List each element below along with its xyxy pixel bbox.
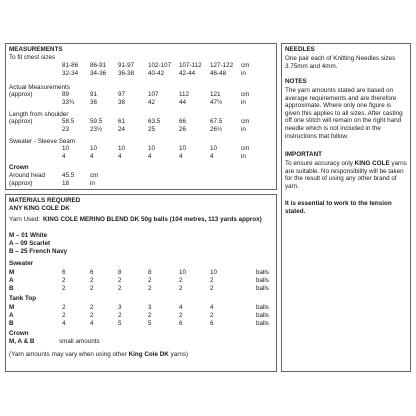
colour-m: M – 01 White: [9, 232, 48, 239]
chest-cm-value: 86-91: [90, 62, 107, 69]
actual-measurements-label: Actual Measurements: [9, 84, 70, 91]
sweater-value: 2: [210, 277, 214, 284]
chest-cm-value: 102-107: [148, 62, 172, 69]
sleeve-in-unit: in: [241, 153, 246, 160]
length-cm-unit: cm: [241, 118, 250, 125]
sweater-value: 2: [118, 285, 122, 292]
tension-note: It is essential to work to the tension stated.: [285, 200, 392, 215]
length-cm-value: 58.5: [62, 118, 75, 125]
chest-in-value: 42-44: [179, 70, 196, 77]
tank-top-value: 2: [62, 304, 66, 311]
sweater-unit: balls: [256, 277, 269, 284]
tank-top-value: 4: [179, 304, 183, 311]
crown-in-value: 18: [62, 180, 70, 187]
actual-in-value: 36: [90, 99, 98, 106]
tank-top-value: 2: [90, 312, 94, 319]
sleeve-cm-unit: cm: [241, 145, 250, 152]
yarn-footnote-after: yarns): [168, 351, 189, 358]
chest-cm-unit: cm: [241, 62, 250, 69]
sleeve-cm-value: 10: [90, 145, 98, 152]
measurements-heading: MEASUREMENTS: [9, 46, 63, 53]
chest-cm-value: 91-97: [118, 62, 135, 69]
crown-in-unit: in: [90, 180, 95, 187]
tank-top-row-label: B: [9, 320, 14, 327]
actual-cm-value: 107: [148, 91, 159, 98]
sweater-row-label: M: [9, 269, 15, 276]
actual-in-value: 42: [148, 99, 156, 106]
important-heading: IMPORTANT: [285, 151, 322, 158]
chest-in-value: 36-38: [118, 70, 135, 77]
chest-in-value: 46-48: [210, 70, 227, 77]
tank-top-unit: balls: [256, 304, 269, 311]
length-in-unit: in: [241, 126, 246, 133]
sweater-value: 8: [148, 269, 152, 276]
actual-cm-label: (approx): [9, 91, 33, 98]
sleeve-cm-value: 10: [62, 145, 70, 152]
needles-text: One pair each of Knitting Needles sizes 3.75mm and 4mm.: [285, 55, 396, 70]
tank-top-value: 2: [148, 312, 152, 319]
important-text-before: To ensure accuracy only: [285, 160, 355, 167]
colour-a: A – 09 Scarlet: [9, 240, 51, 247]
sweater-value: 8: [118, 269, 122, 276]
actual-cm-unit: cm: [241, 91, 250, 98]
yarn-used-text: KING COLE MERINO BLEND DK 50g balls (104 metres, 113 yards approx): [43, 216, 262, 223]
actual-cm-value: 121: [210, 91, 221, 98]
yarn-footnote-brand: King Cole DK: [128, 351, 169, 358]
crown-yarn-label: M, A & B: [9, 338, 35, 345]
tank-top-value: 2: [90, 304, 94, 311]
needles-heading: NEEDLES: [285, 46, 315, 53]
chest-cm-value: 81-86: [62, 62, 79, 69]
chest-in-value: 32-34: [62, 70, 79, 77]
tank-top-value: 2: [118, 312, 122, 319]
chest-in-value: 34-36: [90, 70, 107, 77]
actual-cm-value: 91: [90, 91, 98, 98]
sweater-value: 6: [90, 269, 94, 276]
tank-top-value: 2: [62, 312, 66, 319]
chest-in-unit: in: [241, 70, 246, 77]
important-brand: KING COLE: [354, 160, 390, 167]
tank-top-value: 2: [210, 312, 214, 319]
actual-in-value: 38: [118, 99, 126, 106]
colour-b: B – 25 French Navy: [9, 248, 68, 255]
crown-approx-label: (approx): [9, 180, 33, 187]
sweater-value: 2: [179, 277, 183, 284]
sleeve-in-value: 4: [118, 153, 122, 160]
chest-cm-value: 127-122: [210, 62, 234, 69]
length-in-value: 23½: [90, 126, 103, 133]
length-in-value: 25: [148, 126, 156, 133]
tank-top-row-label: A: [9, 312, 14, 319]
crown-head-label: Around head: [9, 172, 46, 179]
actual-cm-value: 112: [179, 91, 190, 98]
sleeve-in-value: 4: [62, 153, 66, 160]
important-text: [285, 160, 407, 190]
sweater-unit: balls: [256, 269, 269, 276]
length-cm-value: 63.5: [148, 118, 161, 125]
chest-cm-value: 107-112: [179, 62, 202, 69]
crown-cm-unit: cm: [90, 172, 99, 179]
sweater-value: 2: [90, 285, 94, 292]
sweater-row-label: B: [9, 285, 14, 292]
tank-top-value: 6: [179, 320, 183, 327]
tank-top-value: 5: [148, 320, 152, 327]
sleeve-in-value: 4: [179, 153, 183, 160]
length-cm-value: 61: [118, 118, 126, 125]
length-in-value: 26: [179, 126, 187, 133]
notes-heading: NOTES: [285, 78, 307, 85]
tank-top-value: 4: [90, 320, 94, 327]
notes-text: The yarn amounts stated are based on average requirements and are therefore approximate. Where only one figure is given this applies to all sizes. After casting off one stitch will remain on the right hand needle which is not included in the instructions that follow.: [285, 87, 403, 140]
actual-in-value: 47½: [210, 99, 223, 106]
tank-top-unit: balls: [256, 312, 269, 319]
sleeve-in-value: 4: [90, 153, 94, 160]
tank-top-unit: balls: [256, 320, 269, 327]
tank-top-heading: Tank Top: [9, 295, 37, 302]
actual-in-unit: in: [241, 99, 246, 106]
crown-yarn-heading: Crown: [9, 330, 29, 337]
actual-cm-value: 89: [62, 91, 70, 98]
actual-cm-value: 97: [118, 91, 126, 98]
sweater-value: 10: [210, 269, 218, 276]
sweater-heading: Sweater: [9, 260, 34, 267]
sweater-value: 2: [179, 285, 183, 292]
sweater-value: 2: [62, 285, 66, 292]
tank-top-value: 3: [118, 304, 122, 311]
sweater-value: 2: [118, 277, 122, 284]
chest-size-label: To fit chest sizes: [9, 54, 56, 61]
tank-top-value: 6: [210, 320, 214, 327]
yarn-used-label: Yarn Used:: [9, 216, 41, 223]
crown-heading: Crown: [9, 164, 29, 171]
tank-top-value: 4: [210, 304, 214, 311]
length-in-value: 23: [62, 126, 70, 133]
sweater-value: 6: [62, 269, 66, 276]
materials-heading: MATERIALS REQUIRED: [9, 197, 81, 204]
sleeve-seam-label: Sweater - Sleeve Seam: [9, 138, 76, 145]
sleeve-cm-value: 10: [210, 145, 218, 152]
length-label: Length from shoulder: [9, 111, 69, 118]
length-cm-label: (approx): [9, 118, 33, 125]
sleeve-in-value: 4: [210, 153, 214, 160]
length-in-value: 26½: [210, 126, 223, 133]
important-text-after: yarns are suitable. No responsibility will be taken for the result of using any other brand of yarn.: [285, 160, 407, 190]
chest-in-value: 40-42: [148, 70, 165, 77]
length-cm-value: 66: [179, 118, 187, 125]
length-cm-value: 59.5: [90, 118, 103, 125]
sweater-value: 2: [62, 277, 66, 284]
sleeve-cm-value: 10: [148, 145, 156, 152]
tank-top-value: 4: [62, 320, 66, 327]
sweater-value: 2: [90, 277, 94, 284]
sleeve-cm-value: 10: [179, 145, 187, 152]
sweater-unit: balls: [256, 285, 269, 292]
crown-yarn-amount: small amounts: [59, 338, 100, 345]
tank-top-value: 2: [179, 312, 183, 319]
sweater-value: 10: [179, 269, 187, 276]
yarn-footnote-before: (Yarn amounts may vary when using other: [9, 351, 129, 358]
crown-cm-value: 45.5: [62, 172, 75, 179]
length-cm-value: 67.5: [210, 118, 223, 125]
sleeve-cm-value: 10: [118, 145, 126, 152]
actual-in-value: 33¾: [62, 99, 75, 106]
sweater-row-label: A: [9, 277, 14, 284]
sleeve-in-value: 4: [148, 153, 152, 160]
length-in-value: 24: [118, 126, 126, 133]
sweater-value: 2: [210, 285, 214, 292]
tank-top-value: 3: [148, 304, 152, 311]
sweater-value: 2: [148, 285, 152, 292]
actual-in-value: 44: [179, 99, 187, 106]
tank-top-row-label: M: [9, 304, 15, 311]
materials-subheading: ANY KING COLE DK: [9, 205, 70, 212]
tank-top-value: 5: [118, 320, 122, 327]
yarn-footnote: [9, 351, 188, 358]
sweater-value: 2: [148, 277, 152, 284]
